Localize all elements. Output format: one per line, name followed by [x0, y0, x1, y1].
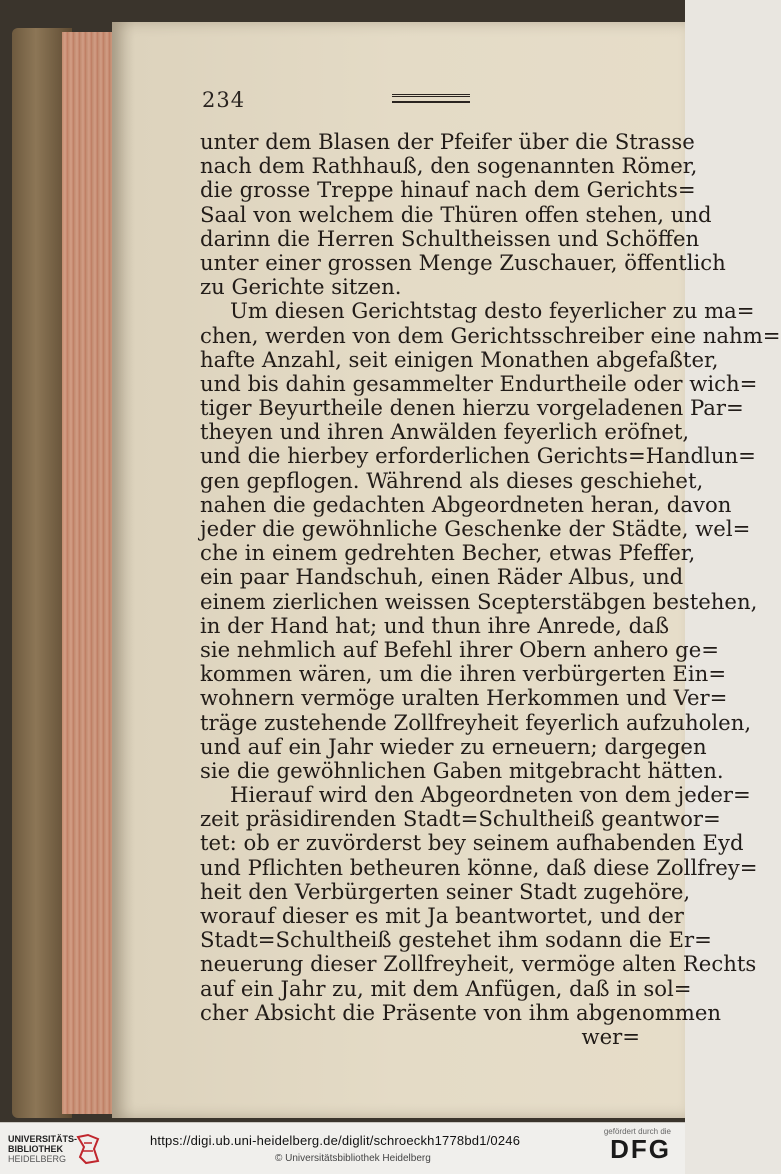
text-line: worauf dieser es mit Ja beantwortet, und der — [200, 903, 684, 928]
logo-line-3: HEIDELBERG — [8, 1154, 67, 1164]
header-rule — [392, 94, 470, 103]
text-line: einem zierlichen weissen Scepterstäbgen bestehen, — [200, 588, 758, 614]
text-line: nahen die gedachten Abgeordneten heran, davon — [200, 491, 732, 517]
text-line: sie die gewöhnlichen Gaben mitgebracht hätten. — [200, 757, 724, 783]
funder-name: DFG — [610, 1134, 671, 1164]
library-logo-text — [8, 1134, 77, 1164]
text-line: nach dem Rathhauß, den sogenannten Römer, — [200, 153, 698, 179]
text-line: in der Hand hat; und thun ihre Anrede, daß — [200, 612, 669, 638]
text-line: jeder die gewöhnliche Geschenke der Städte, wel= — [200, 516, 751, 541]
text-line: gen gepflogen. Während als dieses geschiehet, — [200, 467, 704, 493]
text-line: auf ein Jahr zu, mit dem Anfügen, daß in sol= — [200, 975, 692, 1001]
library-seal-icon — [74, 1133, 102, 1165]
text-line: und die hierbey erforderlichen Gerichts=Handlun= — [200, 443, 756, 469]
viewer-footer — [0, 1122, 685, 1174]
text-line: chen, werden von dem Gerichtsschreiber eine nahm= — [200, 322, 781, 348]
copyright-notice: © Universitätsbibliothek Heidelberg — [275, 1153, 431, 1164]
text-line: zu Gerichte sitzen. — [200, 274, 402, 300]
page-number: 234 — [202, 88, 246, 112]
text-line: zeit präsidirenden Stadt=Schultheiß geantwor= — [200, 806, 721, 832]
dfg-logo[interactable] — [601, 1127, 671, 1169]
text-line: und Pflichten betheuren könne, daß diese Zollfrey= — [200, 854, 758, 880]
text-line: und auf ein Jahr wieder zu erneuern; dargegen — [200, 733, 707, 759]
text-line: träge zustehende Zollfreyheit feyerlich aufzuholen, — [200, 709, 752, 735]
text-line: tet: ob er zuvörderst bey seinem aufhabenden Eyd — [200, 830, 744, 856]
text-line: cher Absicht die Präsente von ihm abgenommen — [200, 999, 722, 1025]
text-line: sie nehmlich auf Befehl ihrer Obern anhero ge= — [200, 636, 720, 662]
text-line: darinn die Herren Schultheissen und Schöffen — [200, 225, 700, 251]
text-line: tiger Beyurtheile denen hierzu vorgeladenen Par= — [200, 395, 744, 421]
text-line: che in einem gedrehten Becher, etwas Pfeffer, — [200, 540, 696, 566]
text-line: die grosse Treppe hinauf nach dem Gerichts= — [200, 177, 696, 203]
text-line: wohnern vermöge uralten Herkommen und Ver= — [200, 685, 728, 711]
logo-line-2: BIBLIOTHEK — [8, 1144, 63, 1154]
text-line: unter dem Blasen der Pfeifer über die Strasse — [200, 129, 695, 154]
text-line: unter einer grossen Menge Zuschauer, öffentlich — [200, 249, 726, 275]
text-line: heit den Verbürgerten seiner Stadt zugehöre, — [200, 878, 691, 904]
text-line: wer= — [581, 1023, 640, 1049]
text-line: Um diesen Gerichtstag desto feyerlicher zu ma= — [230, 298, 755, 324]
logo-line-1: UNIVERSITÄTS- — [8, 1134, 78, 1144]
funder-note: gefördert durch die — [603, 1127, 671, 1136]
text-line: ein paar Handschuh, einen Räder Albus, und — [200, 564, 684, 590]
permalink-url[interactable]: https://digi.ub.uni-heidelberg.de/diglit/schroeckh1778bd1/0246 — [150, 1133, 521, 1148]
text-line: Stadt=Schultheiß gestehet ihm sodann die Er= — [200, 927, 712, 953]
text-line: und bis dahin gesammelter Endurtheile oder wich= — [200, 370, 758, 396]
library-logo[interactable] — [8, 1131, 138, 1167]
text-line: neuerung dieser Zollfreyheit, vermöge alten Rechts — [200, 951, 757, 977]
text-line: Saal von welchem die Thüren offen stehen, und — [200, 201, 712, 227]
page-text — [200, 129, 781, 1049]
book-page — [112, 22, 781, 1118]
text-line: Hierauf wird den Abgeordneten von dem jeder= — [230, 782, 751, 808]
text-line: theyen und ihren Anwälden feyerlich eröfnet, — [200, 419, 690, 445]
text-line: kommen wären, um die ihren verbürgerten Ein= — [200, 661, 727, 687]
text-line: hafte Anzahl, seit einigen Monathen abgefaßter, — [200, 346, 719, 372]
